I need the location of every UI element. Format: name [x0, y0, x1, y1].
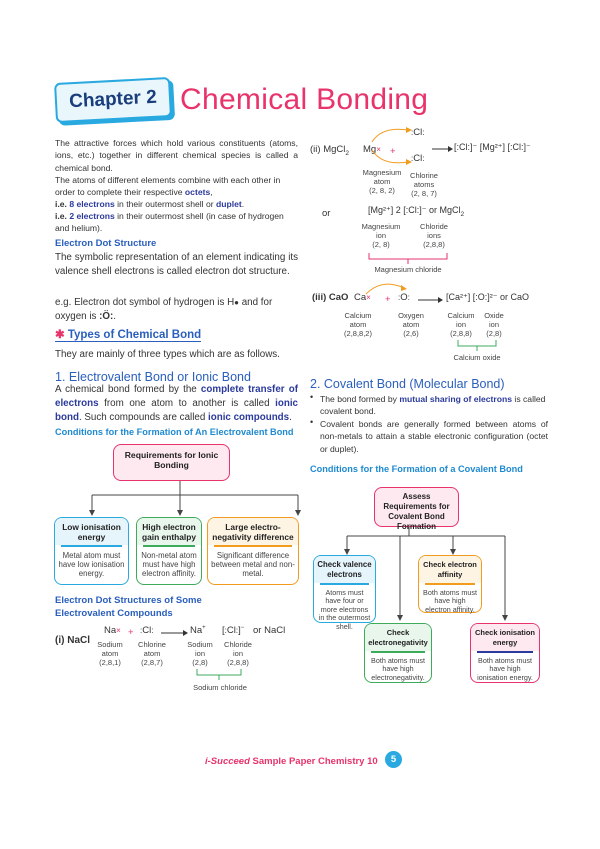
- caption: (2,8): [486, 329, 502, 338]
- covalent-card-2: [418, 555, 482, 613]
- ionic-card-3-text: Significant difference between metal and non-metal.: [211, 550, 295, 578]
- mg-symbol: Mg: [363, 144, 377, 155]
- covalent-bullet-2: Covalent bonds are generally formed between atoms of non-metals to attain a stable electronic configuration (octet or duplet).: [320, 419, 548, 454]
- dot-structures-heading: Electron Dot Structures of Some Electrovalent Compounds: [55, 595, 202, 619]
- caption: ion: [488, 320, 499, 329]
- mgcl2-mg-atom: [360, 168, 404, 195]
- cao-arrow-icon: [418, 295, 444, 305]
- cao-ca: Ca×: [354, 292, 371, 303]
- cao-product-equation: [Ca²⁺] [:O:]²⁻ or CaO: [446, 292, 530, 302]
- caption: Oxygen: [398, 311, 424, 320]
- mgcl2-arrow-icon: [432, 144, 454, 154]
- caption: atom: [143, 649, 161, 658]
- mutual-sharing-term: mutual sharing of electrons: [399, 394, 513, 404]
- caption: (2, 8, 2): [369, 186, 395, 195]
- caption: atom: [402, 320, 420, 329]
- mgcl2-line2: [368, 205, 464, 218]
- ie-label: i.e.: [55, 199, 70, 209]
- asterisk-icon: ✱: [55, 329, 68, 341]
- eds-paragraph: The symbolic representation of an element indicating its valence shell electrons is called electron dot structure.: [55, 252, 298, 277]
- eds-example-text: e.g. Electron dot symbol of hydrogen is H: [55, 297, 235, 308]
- caption: atoms: [413, 180, 435, 189]
- caption: (2,8,8): [227, 658, 249, 667]
- caption: atom: [349, 320, 367, 329]
- intro-text: in their outermost shell or: [114, 199, 216, 209]
- caption: ions: [427, 231, 441, 240]
- cao-o-atom: [393, 311, 429, 338]
- page-title: Chemical Bonding: [180, 83, 429, 116]
- caption: Chloride: [420, 222, 448, 231]
- caption: ion: [194, 649, 205, 658]
- footer-brand: i-Succeed: [205, 756, 250, 767]
- octets-term: octets: [184, 187, 211, 198]
- eight-electrons-term: 8 electrons: [69, 199, 115, 209]
- caption: (2, 8, 7): [411, 189, 437, 198]
- cao-transfer-arrow-icon: [362, 278, 412, 296]
- cao-ca-atom: [335, 311, 381, 338]
- covalent-card-2-text: Both atoms must have high electron affinity.: [423, 587, 477, 614]
- caption: (2,8,8): [423, 240, 445, 249]
- page-number: 5: [385, 751, 402, 768]
- cao-o: :O:: [398, 292, 410, 303]
- caption: Chloride: [224, 640, 252, 649]
- covalent-card-1-title: Check valence electrons: [314, 556, 375, 583]
- mgcl2-cl-ions: [412, 222, 456, 249]
- caption: (2,8,8,2): [344, 329, 372, 338]
- covalent-card-1: [313, 555, 376, 631]
- bullet-icon: •: [310, 392, 314, 402]
- caption: Oxide: [484, 311, 504, 320]
- covalent-text: is called covalent bond.: [320, 394, 546, 417]
- covalent-card-3: [364, 623, 432, 683]
- mgcl2-product-equation: [:Cl:]⁻ [Mg²⁺] [:Cl:]⁻: [454, 142, 531, 152]
- na-ion-symbol: Na: [190, 625, 203, 637]
- covalent-card-4-title: Check ionisation energy: [471, 624, 539, 651]
- caption: (2,6): [403, 329, 419, 338]
- nacl-bracket: [196, 669, 242, 681]
- ionic-card-1: [54, 517, 129, 585]
- cao-plus: +: [385, 294, 391, 305]
- cao-ca-ion: [441, 311, 481, 338]
- ionic-conditions-heading: Conditions for the Formation of An Electrovalent Bond: [55, 427, 294, 437]
- mgcl2-or: or: [322, 208, 331, 219]
- cao-label: (iii) CaO: [312, 292, 349, 303]
- caption: Magnesium: [362, 168, 402, 177]
- mgcl2-label: [310, 144, 349, 157]
- covalent-card-4-text: Both atoms must have high ionisation energy.: [477, 655, 533, 682]
- mgcl2-label-sub: 2: [345, 149, 349, 157]
- nacl-label: (i) NaCl: [55, 635, 90, 646]
- ionic-card-1-text: Metal atom must have low ionisation energy.: [58, 550, 125, 578]
- covalent-bullet-1: [320, 393, 548, 418]
- na-ion-charge: +: [202, 625, 206, 631]
- ionic-root-box: [113, 444, 230, 481]
- ionic-paragraph: [55, 383, 298, 425]
- caption: (2,8,7): [141, 658, 163, 667]
- cao-product: Calcium oxide: [453, 353, 501, 362]
- nacl-na-ion: [190, 625, 206, 636]
- ionic-card-2-title: High electron gain enthalpy: [137, 518, 201, 545]
- caption: Magnesium: [361, 222, 401, 231]
- caption: Sodium: [187, 640, 213, 649]
- mgcl2-bracket: [368, 253, 448, 265]
- ionic-root-label: Requirements for Ionic Bonding: [124, 450, 219, 470]
- mgcl2-mg-ion: [357, 222, 405, 249]
- covalent-heading: 2. Covalent Bond (Molecular Bond): [310, 377, 505, 391]
- mgcl2-mg: Mg×: [363, 144, 381, 155]
- caption: Calcium: [344, 311, 372, 320]
- covalent-card-3-title: Check electronegativity: [365, 624, 431, 651]
- cl-symbol: Cl: [142, 625, 152, 636]
- nacl-chloride-ion: [218, 640, 258, 667]
- cao-o-ion: [479, 311, 509, 338]
- caption: (2,8,8): [450, 329, 472, 338]
- ie-label: i.e.: [55, 211, 70, 221]
- ionic-text: . Such compounds are called: [78, 412, 209, 423]
- ionic-card-3-title: Large electro-negativity difference: [208, 518, 298, 545]
- caption: Sodium: [97, 640, 123, 649]
- caption: (2,8): [192, 658, 208, 667]
- nacl-cl-ion: [:Cl:]−: [222, 625, 245, 637]
- caption: Calcium: [447, 311, 475, 320]
- ionic-text: from one atom to another is called: [98, 398, 276, 409]
- mgcl2-line2-sub: 2: [460, 210, 465, 218]
- caption: atom: [373, 177, 391, 186]
- ionic-card-1-title: Low ionisation energy: [55, 518, 128, 545]
- caption: atom: [101, 649, 119, 658]
- nacl-cl: :Cl:: [140, 625, 154, 636]
- caption: ion: [232, 649, 243, 658]
- intro-text: The atoms of different elements combine with each other in order to complete their respective: [55, 175, 281, 198]
- bullet-icon: •: [310, 417, 314, 427]
- caption: Chlorine: [410, 171, 438, 180]
- ionic-text: .: [289, 412, 292, 423]
- nacl-sodium-atom: [92, 640, 128, 667]
- covalent-card-3-text: Both atoms must have high electronegativity.: [371, 655, 425, 682]
- covalent-text: The bond formed by: [320, 394, 400, 404]
- nacl-sodium-ion: [182, 640, 218, 667]
- intro-paragraph-2: The atoms of different elements combine with each other in order to complete their respective octets,: [55, 175, 281, 198]
- covalent-card-4: [470, 623, 540, 683]
- cl-symbol: Cl: [413, 153, 423, 164]
- chapter-badge: Chapter 2: [54, 77, 172, 123]
- eds-example: e.g. Electron dot symbol of hydrogen is H● and for oxygen is :Ö:.: [55, 297, 273, 322]
- footer-title: Sample Paper Chemistry 10: [249, 756, 378, 767]
- cao-bracket: [457, 340, 497, 352]
- caption: ion: [375, 231, 386, 240]
- ionic-compounds-term: ionic compounds: [208, 412, 290, 423]
- caption: (2,8,1): [99, 658, 121, 667]
- mgcl2-label-text: (ii) MgCl: [310, 144, 346, 155]
- caption: ion: [455, 320, 466, 329]
- na-symbol: Na: [104, 625, 117, 636]
- intro-paragraph-1: The attractive forces which hold various constituents (atoms, ions, etc.) together in different chemical species is called a chemical bond.: [55, 138, 298, 173]
- mgcl2-transfer-arrows-icon: [368, 124, 428, 170]
- o-symbol: O: [400, 292, 408, 303]
- covalent-conditions-heading: Conditions for the Formation of a Covalent Bond: [310, 464, 523, 474]
- ionic-heading: 1. Electrovalent Bond or Ionic Bond: [55, 370, 251, 384]
- cl-symbol: Cl: [413, 127, 423, 138]
- ca-symbol: Ca: [354, 292, 367, 303]
- nacl-product: Sodium chloride: [193, 683, 247, 692]
- ionic-bond-term: ionic bond: [55, 398, 298, 423]
- duplet-term: duplet: [216, 199, 242, 209]
- intro-text: in their outermost shell (in case of hydrogen and helium).: [55, 211, 284, 234]
- types-heading: [55, 327, 201, 342]
- mgcl2-plus: +: [390, 146, 396, 157]
- nacl-arrow-icon: [161, 628, 189, 638]
- nacl-or: or NaCl: [253, 625, 286, 636]
- eds-example-text-2: and for oxygen is: [55, 297, 273, 322]
- types-intro: They are mainly of three types which are as follows.: [55, 349, 280, 360]
- two-electrons-term: 2 electrons: [69, 211, 115, 221]
- caption: Chlorine: [138, 640, 166, 649]
- footer-text: [205, 756, 378, 767]
- covalent-root-label: Assess Requirements for Covalent Bond Formation: [383, 492, 450, 531]
- nacl-chlorine-atom: [132, 640, 172, 667]
- mgcl2-product: Magnesium chloride: [374, 265, 442, 274]
- nacl-na: Na×: [104, 625, 121, 636]
- mgcl2-line2-text: [Mg²⁺] 2 [:Cl:]⁻ or MgCl: [368, 205, 461, 215]
- nacl-plus: +: [128, 627, 134, 638]
- types-heading-text: Types of Chemical Bond: [67, 329, 202, 341]
- complete-transfer-term: complete transfer of electrons: [55, 384, 298, 409]
- mgcl2-cl-top: :Cl:: [411, 127, 425, 138]
- eds-heading: Electron Dot Structure: [55, 238, 157, 249]
- mgcl2-cl-atoms: [404, 171, 444, 198]
- caption: (2, 8): [372, 240, 390, 249]
- ionic-card-2-text: Non-metal atom must have high electron affinity.: [141, 550, 197, 578]
- covalent-card-1-text: Atoms must have four or more electrons in the outermost shell.: [318, 587, 371, 631]
- covalent-root-box: [374, 487, 459, 531]
- ionic-text: A chemical bond formed by the: [55, 384, 201, 395]
- intro-paragraph-4: [55, 210, 298, 235]
- ionic-card-3: [207, 517, 299, 585]
- mgcl2-cl-bottom: :Cl:: [411, 153, 425, 164]
- intro-paragraph-3: i.e. 8 electrons in their outermost shell or duplet.: [55, 199, 245, 209]
- ionic-card-2: [136, 517, 202, 585]
- covalent-card-2-title: Check electron affinity: [419, 556, 481, 583]
